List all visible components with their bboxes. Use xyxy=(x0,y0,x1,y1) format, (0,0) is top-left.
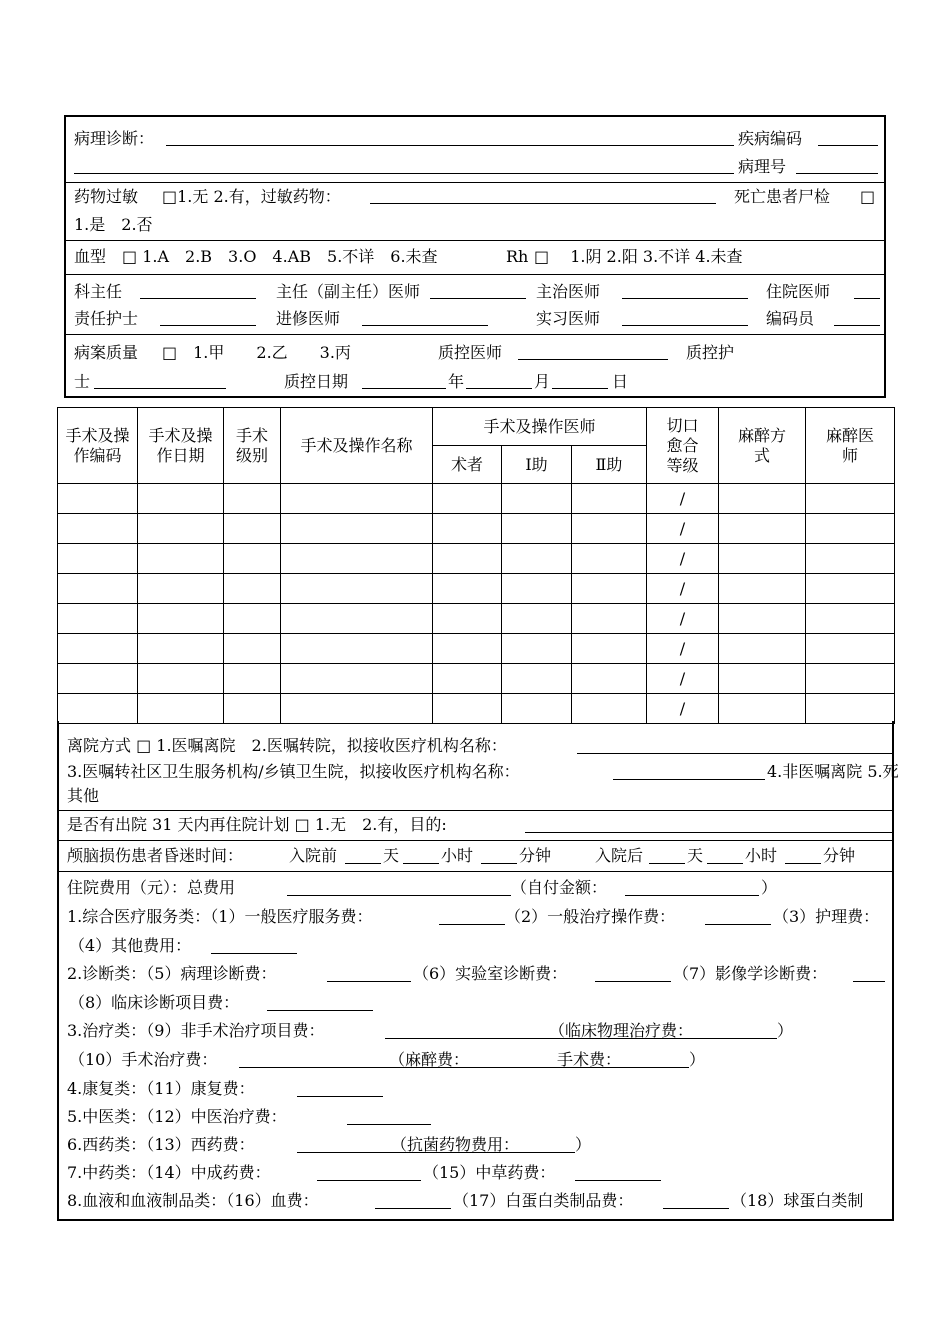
table-cell[interactable] xyxy=(58,484,138,514)
table-cell[interactable] xyxy=(719,634,806,664)
self-pay-field[interactable] xyxy=(625,879,759,896)
cost-patent-tcm: 7.中药类：（14）中成药费： xyxy=(67,1163,271,1182)
total-cost-label: 住院费用（元）：总费用 xyxy=(67,878,236,897)
pathology-label: 病理诊断： xyxy=(74,129,155,148)
disease-code-label: 疾病编码 xyxy=(738,129,803,148)
general-service-field[interactable] xyxy=(439,908,505,925)
after-admission-label: 入院后 xyxy=(595,846,644,865)
table-cell[interactable] xyxy=(58,604,138,634)
table-cell[interactable] xyxy=(719,514,806,544)
incision-grade-cell[interactable]: / xyxy=(647,694,719,724)
header-op-name: 手术及操作名称 xyxy=(281,408,433,484)
table-cell[interactable] xyxy=(572,574,647,604)
cost-nursing: （3）护理费： xyxy=(773,907,880,926)
allergy-section xyxy=(66,183,884,241)
table-cell[interactable] xyxy=(572,544,647,574)
pathology-field-line2[interactable] xyxy=(74,157,734,174)
table-cell[interactable] xyxy=(433,604,502,634)
table-cell[interactable] xyxy=(281,574,433,604)
month-label: 月 xyxy=(534,372,551,391)
coder-label: 编码员 xyxy=(766,309,815,328)
blood-type-options[interactable]: □ 1.A 2.B 3.O 4.AB 5.不详 6.未查 xyxy=(122,247,438,266)
cost-tcm-treatment: 5.中医类：（12）中医治疗费： xyxy=(67,1107,287,1126)
table-cell[interactable] xyxy=(224,604,281,634)
cost-clinical-diagnosis: （8）临床诊断项目费： xyxy=(69,993,240,1012)
cost-operation-fee: 手术费： xyxy=(557,1050,622,1069)
allergy-label: 药物过敏 xyxy=(74,187,139,206)
nurse-label: 责任护士 xyxy=(74,309,139,328)
discharge-cost-box xyxy=(57,721,899,1221)
surgery-close: ） xyxy=(689,1050,706,1069)
top-info-box xyxy=(64,115,886,398)
header-op-doctors: 手术及操作医师 xyxy=(433,408,647,446)
table-cell[interactable] xyxy=(433,634,502,664)
incision-grade-cell[interactable]: / xyxy=(647,634,719,664)
albumin-field[interactable] xyxy=(663,1192,729,1209)
blood-type-label: 血型 xyxy=(74,247,107,266)
blood-type-section xyxy=(66,241,884,275)
lab-cost-field[interactable] xyxy=(595,965,671,982)
table-row xyxy=(58,514,895,544)
table-cell[interactable] xyxy=(572,484,647,514)
table-cell[interactable] xyxy=(502,544,572,574)
table-cell[interactable] xyxy=(806,664,895,694)
table-cell[interactable] xyxy=(138,514,224,544)
table-cell[interactable] xyxy=(138,604,224,634)
table-cell[interactable] xyxy=(224,574,281,604)
blood-cost-field[interactable] xyxy=(375,1192,451,1209)
treatment-operation-field[interactable] xyxy=(705,908,771,925)
header-anesthesiologist: 麻醉医师 xyxy=(806,408,895,484)
table-cell[interactable] xyxy=(224,484,281,514)
days-label: 天 xyxy=(687,846,704,865)
qc-nurse-field[interactable] xyxy=(94,372,226,389)
cost-treatment-operation: （2）一般治疗操作费： xyxy=(505,907,676,926)
table-cell[interactable] xyxy=(281,544,433,574)
table-cell[interactable] xyxy=(281,694,433,724)
table-cell[interactable] xyxy=(433,694,502,724)
readmission-purpose-field[interactable] xyxy=(525,816,894,833)
qc-year-field[interactable] xyxy=(362,372,446,389)
pathology-no-field[interactable] xyxy=(796,157,878,174)
rh-options[interactable]: □ 1.阴 2.阳 3.不详 4.未查 xyxy=(534,247,743,266)
table-cell[interactable] xyxy=(502,664,572,694)
operations-table xyxy=(57,407,895,724)
table-cell[interactable] xyxy=(806,484,895,514)
nurse-field[interactable] xyxy=(160,309,256,326)
rh-label: Rh xyxy=(506,247,529,266)
quality-label: 病案质量 xyxy=(74,343,139,362)
cost-imaging: （7）影像学诊断费： xyxy=(673,964,828,983)
cost-lab: （6）实验室诊断费： xyxy=(413,964,568,983)
director-label: 科主任 xyxy=(74,282,123,301)
days-label: 天 xyxy=(383,846,400,865)
cost-general-service: 1.综合医疗服务类：（1）一般医疗服务费： xyxy=(67,907,373,926)
hours-label: 小时 xyxy=(441,846,474,865)
table-cell[interactable] xyxy=(806,574,895,604)
autopsy-label: 死亡患者尸检 xyxy=(734,187,831,206)
table-cell[interactable] xyxy=(502,694,572,724)
tcm-treatment-field[interactable] xyxy=(347,1108,431,1125)
clinical-diagnosis-field[interactable] xyxy=(267,994,373,1011)
incision-grade-cell[interactable]: / xyxy=(647,484,719,514)
cost-rehab: 4.康复类：（11）康复费： xyxy=(67,1079,255,1098)
table-cell[interactable] xyxy=(138,544,224,574)
incision-grade-cell[interactable]: / xyxy=(647,604,719,634)
self-pay-close: ） xyxy=(761,878,778,897)
incision-grade-cell[interactable]: / xyxy=(647,664,719,694)
doctors-section xyxy=(66,275,884,335)
discharge-line-c[interactable]: 4.非医嘱离院 5.死 xyxy=(767,762,899,781)
patent-tcm-field[interactable] xyxy=(317,1164,421,1181)
pathology-cost-field[interactable] xyxy=(327,965,411,982)
autopsy-checkbox[interactable]: □ xyxy=(860,187,876,206)
antibiotics-close: ） xyxy=(575,1135,592,1154)
table-cell[interactable] xyxy=(281,514,433,544)
cost-antibiotics: （抗菌药物费用： xyxy=(391,1135,520,1154)
table-cell[interactable] xyxy=(433,484,502,514)
table-cell[interactable] xyxy=(224,514,281,544)
cost-anesthesia: （麻醉费： xyxy=(389,1050,470,1069)
table-cell[interactable] xyxy=(433,544,502,574)
table-cell[interactable] xyxy=(224,634,281,664)
table-row xyxy=(58,604,895,634)
table-cell[interactable] xyxy=(281,634,433,664)
day-label: 日 xyxy=(612,372,629,391)
chief-doctor-field[interactable] xyxy=(430,282,526,299)
intern-label: 实习医师 xyxy=(536,309,601,328)
table-cell[interactable] xyxy=(719,484,806,514)
pathology-field[interactable] xyxy=(166,129,734,146)
table-cell[interactable] xyxy=(433,514,502,544)
discharge-line-b[interactable]: 3.医嘱转社区卫生服务机构/乡镇卫生院，拟接收医疗机构名称： xyxy=(67,762,520,781)
table-cell[interactable] xyxy=(719,574,806,604)
cost-globulin: （18）球蛋白类制 xyxy=(731,1191,864,1210)
cost-herbal: （15）中草药费： xyxy=(423,1163,556,1182)
before-days-field[interactable] xyxy=(345,847,381,864)
table-cell[interactable] xyxy=(572,634,647,664)
table-cell[interactable] xyxy=(58,694,138,724)
self-pay-label: （自付金额： xyxy=(511,878,608,897)
director-field[interactable] xyxy=(140,282,256,299)
table-cell[interactable] xyxy=(433,574,502,604)
receiving-institution-field[interactable] xyxy=(577,737,894,754)
quality-section xyxy=(66,335,884,396)
table-cell[interactable] xyxy=(502,634,572,664)
table-cell[interactable] xyxy=(58,664,138,694)
table-cell[interactable] xyxy=(572,694,647,724)
table-cell[interactable] xyxy=(224,544,281,574)
table-cell[interactable] xyxy=(58,514,138,544)
table-cell[interactable] xyxy=(502,484,572,514)
cost-physical-therapy: （临床物理治疗费： xyxy=(549,1021,694,1040)
incision-grade-cell[interactable]: / xyxy=(647,544,719,574)
after-hours-field[interactable] xyxy=(707,847,743,864)
table-cell[interactable] xyxy=(806,604,895,634)
header-surgeon: 术者 xyxy=(433,446,502,484)
quality-options[interactable]: □ 1.甲 2.乙 3.丙 xyxy=(162,343,351,362)
cost-surgery: （10）手术治疗费： xyxy=(69,1050,218,1069)
table-row xyxy=(58,574,895,604)
table-cell[interactable] xyxy=(281,664,433,694)
table-cell[interactable] xyxy=(719,544,806,574)
header-incision: 切口愈合等级 xyxy=(647,408,719,484)
table-cell[interactable] xyxy=(281,484,433,514)
table-cell[interactable] xyxy=(224,664,281,694)
header-op-date: 手术及操作日期 xyxy=(138,408,224,484)
table-cell[interactable] xyxy=(806,634,895,664)
autopsy-options: 1.是 2.否 xyxy=(74,215,153,234)
table-cell[interactable] xyxy=(281,604,433,634)
community-institution-field[interactable] xyxy=(613,763,765,780)
total-cost-field[interactable] xyxy=(287,879,511,896)
table-cell[interactable] xyxy=(719,604,806,634)
table-cell[interactable] xyxy=(58,634,138,664)
table-cell[interactable] xyxy=(138,664,224,694)
table-cell[interactable] xyxy=(138,694,224,724)
table-cell[interactable] xyxy=(572,664,647,694)
pathology-section xyxy=(66,117,884,183)
table-cell[interactable] xyxy=(502,514,572,544)
before-admission-label: 入院前 xyxy=(289,846,338,865)
divider xyxy=(59,840,892,841)
hours-label: 小时 xyxy=(745,846,778,865)
table-row xyxy=(58,694,895,724)
table-cell[interactable] xyxy=(806,514,895,544)
table-cell[interactable] xyxy=(719,664,806,694)
table-cell[interactable] xyxy=(572,604,647,634)
discharge-line-a[interactable]: 离院方式 □ 1.医嘱离院 2.医嘱转院，拟接收医疗机构名称： xyxy=(67,736,507,755)
header-op-code: 手术及操作编码 xyxy=(58,408,138,484)
rehab-cost-field[interactable] xyxy=(297,1080,383,1097)
table-cell[interactable] xyxy=(433,664,502,694)
resident-label: 住院医师 xyxy=(766,282,831,301)
divider xyxy=(59,810,892,811)
qc-date-label: 质控日期 xyxy=(284,372,349,391)
table-cell[interactable] xyxy=(138,574,224,604)
qc-nurse-label: 质控护 xyxy=(686,343,735,362)
advanced-doctor-label: 进修医师 xyxy=(276,309,341,328)
table-row xyxy=(58,634,895,664)
coma-time-label: 颅脑损伤患者昏迷时间： xyxy=(67,846,244,865)
table-cell[interactable] xyxy=(138,484,224,514)
cost-albumin: （17）白蛋白类制品费： xyxy=(453,1191,634,1210)
incision-grade-cell[interactable]: / xyxy=(647,514,719,544)
header-anesthesia: 麻醉方式 xyxy=(719,408,806,484)
cost-other: （4）其他费用： xyxy=(69,936,192,955)
divider xyxy=(59,871,892,872)
discharge-line-d[interactable]: 其他 xyxy=(67,786,100,805)
cost-western-medicine: 6.西药类：（13）西药费： xyxy=(67,1135,255,1154)
qc-day-field[interactable] xyxy=(552,372,608,389)
coder-field[interactable] xyxy=(834,309,880,326)
cost-pathology: 2.诊断类：（5）病理诊断费： xyxy=(67,964,277,983)
qc-month-field[interactable] xyxy=(466,372,532,389)
cost-nonsurgical: 3.治疗类：（9）非手术治疗项目费： xyxy=(67,1021,325,1040)
table-cell[interactable] xyxy=(502,604,572,634)
qc-doctor-field[interactable] xyxy=(518,343,668,360)
readmission-plan[interactable]: 是否有出院 31 天内再住院计划 □ 1.无 2.有，目的: xyxy=(67,815,447,834)
herbal-field[interactable] xyxy=(575,1164,661,1181)
imaging-cost-field[interactable] xyxy=(853,965,885,982)
table-cell[interactable] xyxy=(806,544,895,574)
qc-nurse-label-cont: 士 xyxy=(74,372,91,391)
allergy-options[interactable]: □1.无 2.有，过敏药物： xyxy=(162,187,341,206)
table-row xyxy=(58,484,895,514)
resident-field[interactable] xyxy=(854,282,880,299)
minutes-label: 分钟 xyxy=(823,846,856,865)
table-row xyxy=(58,664,895,694)
qc-doctor-label: 质控医师 xyxy=(438,343,503,362)
table-cell[interactable] xyxy=(806,694,895,724)
incision-grade-cell[interactable]: / xyxy=(647,574,719,604)
after-minutes-field[interactable] xyxy=(785,847,821,864)
cost-blood: 8.血液和血液制品类：（16）血费： xyxy=(67,1191,319,1210)
table-cell[interactable] xyxy=(58,544,138,574)
disease-code-field[interactable] xyxy=(818,129,878,146)
attending-label: 主治医师 xyxy=(536,282,601,301)
year-label: 年 xyxy=(448,372,465,391)
table-cell[interactable] xyxy=(224,694,281,724)
other-cost-field[interactable] xyxy=(211,937,297,954)
table-row xyxy=(58,544,895,574)
physical-therapy-close: ） xyxy=(777,1021,794,1040)
after-days-field[interactable] xyxy=(649,847,685,864)
attending-field[interactable] xyxy=(622,282,748,299)
allergy-drug-field[interactable] xyxy=(370,187,716,204)
minutes-label: 分钟 xyxy=(519,846,552,865)
pathology-no-label: 病理号 xyxy=(738,157,787,176)
header-op-level: 手术级别 xyxy=(224,408,281,484)
chief-doctor-label: 主任（副主任）医师 xyxy=(276,282,421,301)
table-cell[interactable] xyxy=(572,514,647,544)
table-cell[interactable] xyxy=(719,694,806,724)
table-cell[interactable] xyxy=(58,574,138,604)
table-cell[interactable] xyxy=(502,574,572,604)
header-assistant-1: Ⅰ助 xyxy=(502,446,572,484)
before-minutes-field[interactable] xyxy=(481,847,517,864)
header-assistant-2: Ⅱ助 xyxy=(572,446,647,484)
table-cell[interactable] xyxy=(138,634,224,664)
before-hours-field[interactable] xyxy=(403,847,439,864)
intern-field[interactable] xyxy=(622,309,748,326)
advanced-doctor-field[interactable] xyxy=(362,309,488,326)
